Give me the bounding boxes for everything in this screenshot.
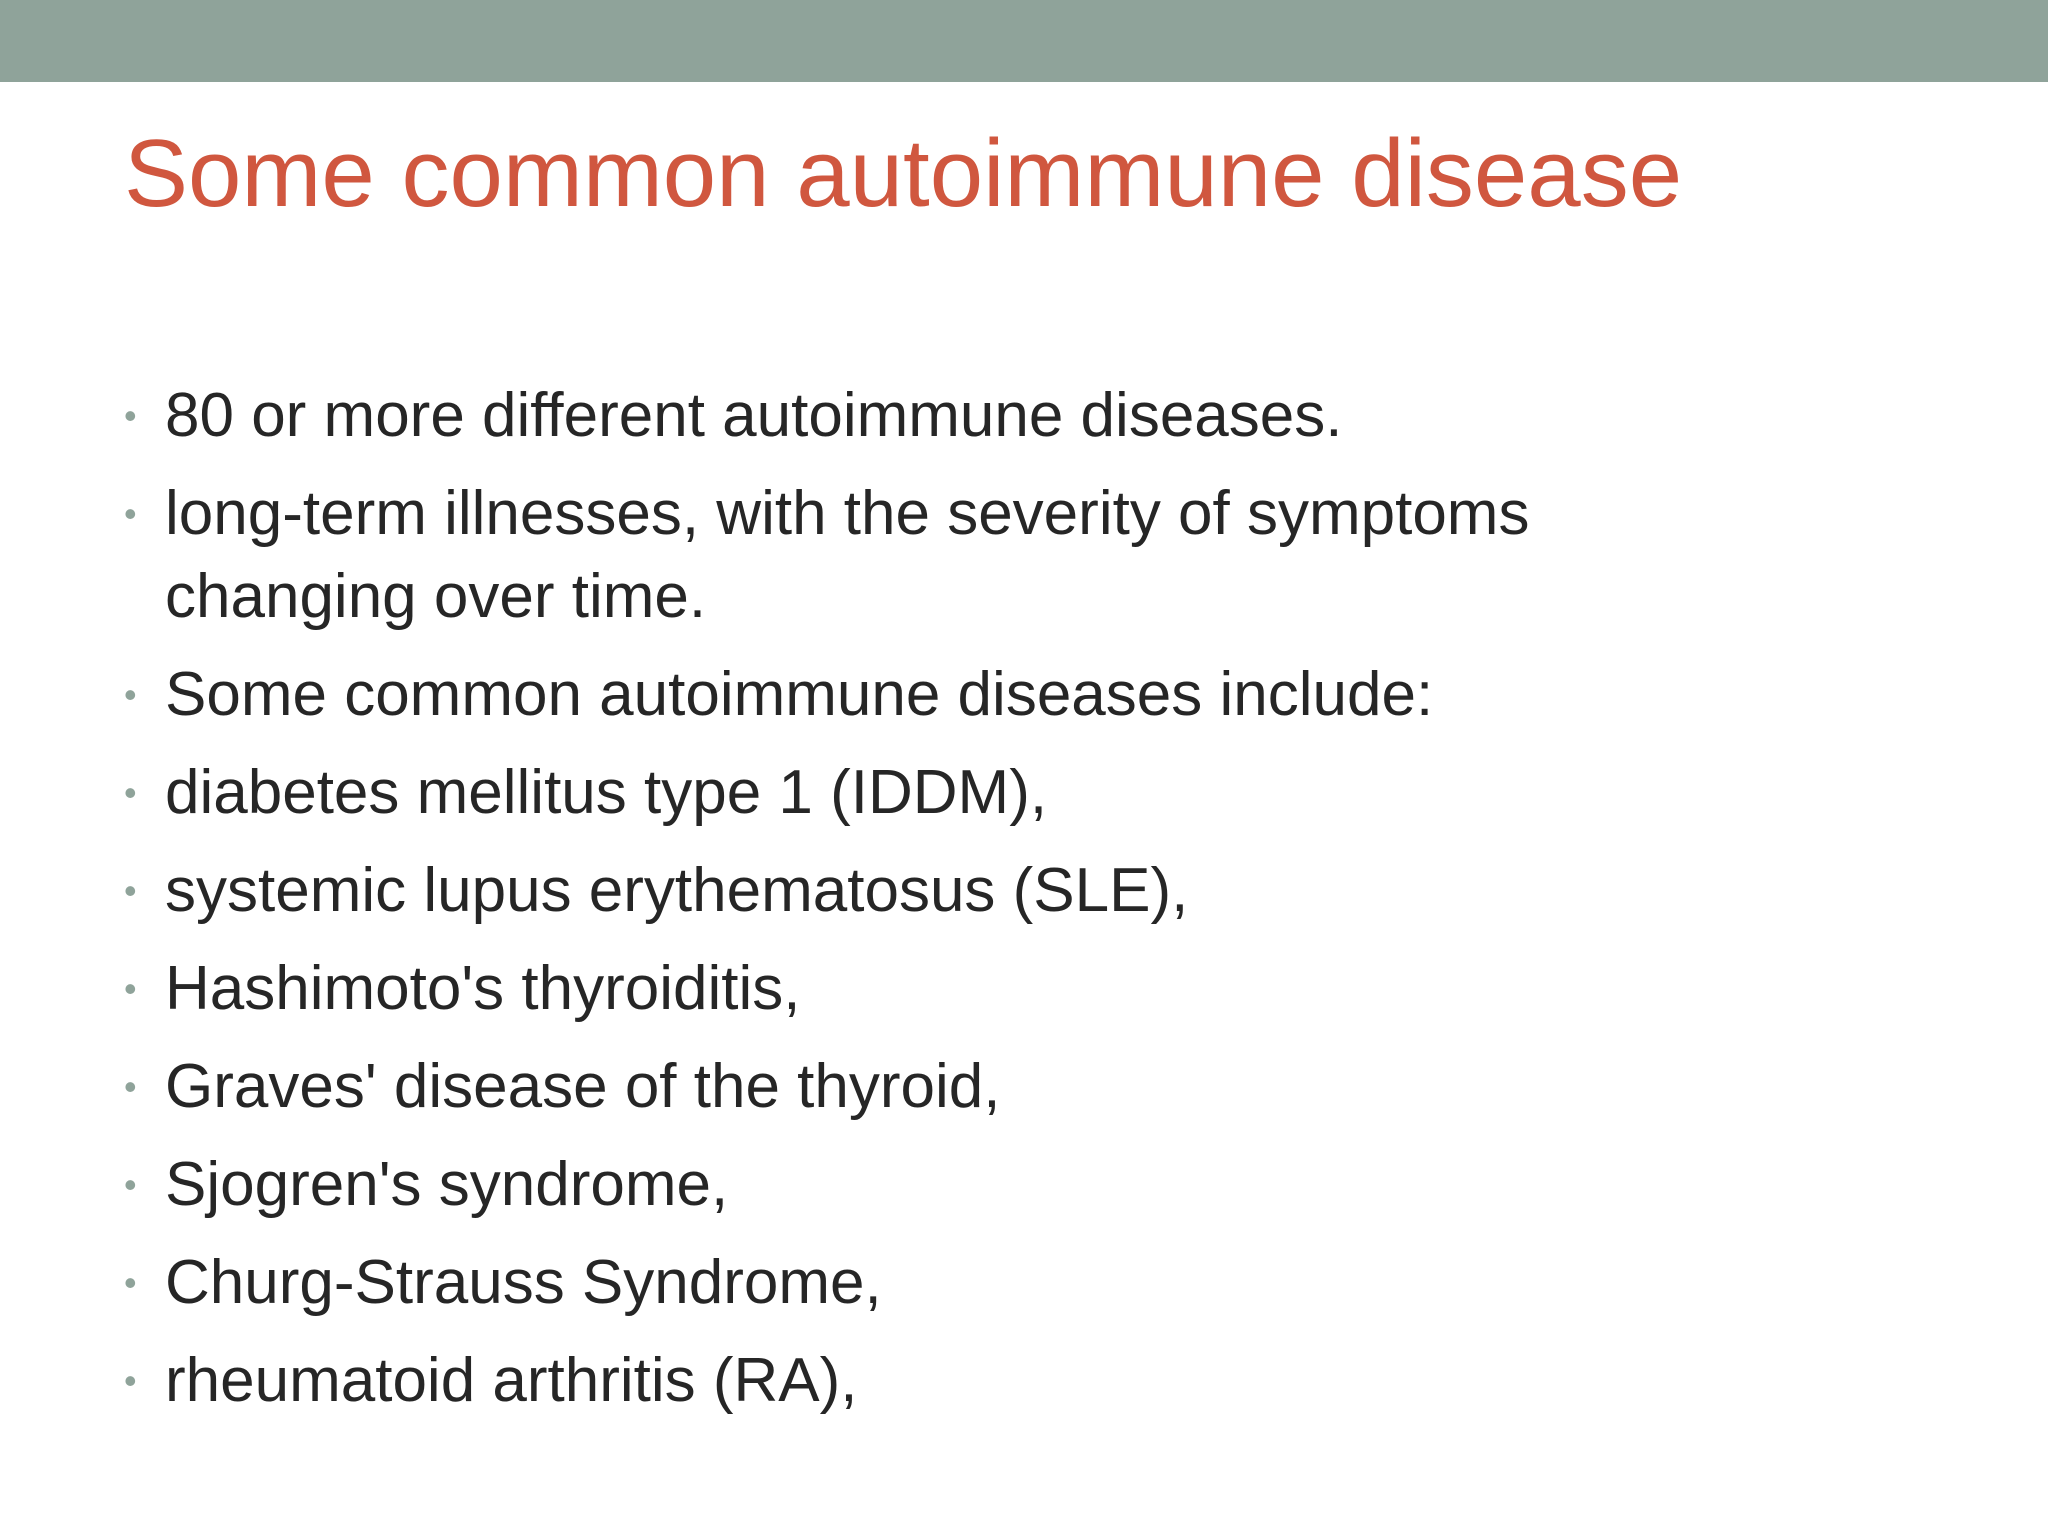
bullet-dot-icon: • xyxy=(124,1262,137,1303)
list-item xyxy=(124,751,1924,834)
bullet-dot-icon: • xyxy=(124,1066,137,1107)
bullet-text: Some common autoimmune diseases include: xyxy=(165,660,1434,729)
bullet-dot-icon: • xyxy=(124,772,137,813)
bullet-dot-icon: • xyxy=(124,1360,137,1401)
list-item xyxy=(124,849,1924,932)
bullet-dot-icon: • xyxy=(124,968,137,1009)
list-item xyxy=(124,1241,1924,1324)
top-accent-bar xyxy=(0,0,2048,82)
bullet-list xyxy=(124,374,1924,1437)
list-item xyxy=(124,1045,1924,1128)
bullet-dot-icon: • xyxy=(124,493,137,534)
bullet-dot-icon: • xyxy=(124,395,137,436)
list-item xyxy=(124,374,1924,457)
bullet-text: Sjogren's syndrome, xyxy=(165,1150,729,1219)
list-item xyxy=(124,1339,1924,1422)
list-item xyxy=(124,472,1924,638)
list-item xyxy=(124,653,1924,736)
bullet-text: Hashimoto's thyroiditis, xyxy=(165,954,801,1023)
bullet-dot-icon: • xyxy=(124,674,137,715)
bullet-text: Graves' disease of the thyroid, xyxy=(165,1052,1001,1121)
bullet-text: 80 or more different autoimmune diseases. xyxy=(165,381,1343,450)
slide-title: Some common autoimmune disease xyxy=(124,120,1683,227)
bullet-text: long-term illnesses, with the severity of symptoms changing over time. xyxy=(165,479,1530,631)
bullet-dot-icon: • xyxy=(124,1164,137,1205)
bullet-text: diabetes mellitus type 1 (IDDM), xyxy=(165,758,1048,827)
list-item xyxy=(124,947,1924,1030)
bullet-text: rheumatoid arthritis (RA), xyxy=(165,1346,858,1415)
bullet-dot-icon: • xyxy=(124,870,137,911)
bullet-text: systemic lupus erythematosus (SLE), xyxy=(165,856,1189,925)
bullet-text: Churg-Strauss Syndrome, xyxy=(165,1248,882,1317)
list-item xyxy=(124,1143,1924,1226)
